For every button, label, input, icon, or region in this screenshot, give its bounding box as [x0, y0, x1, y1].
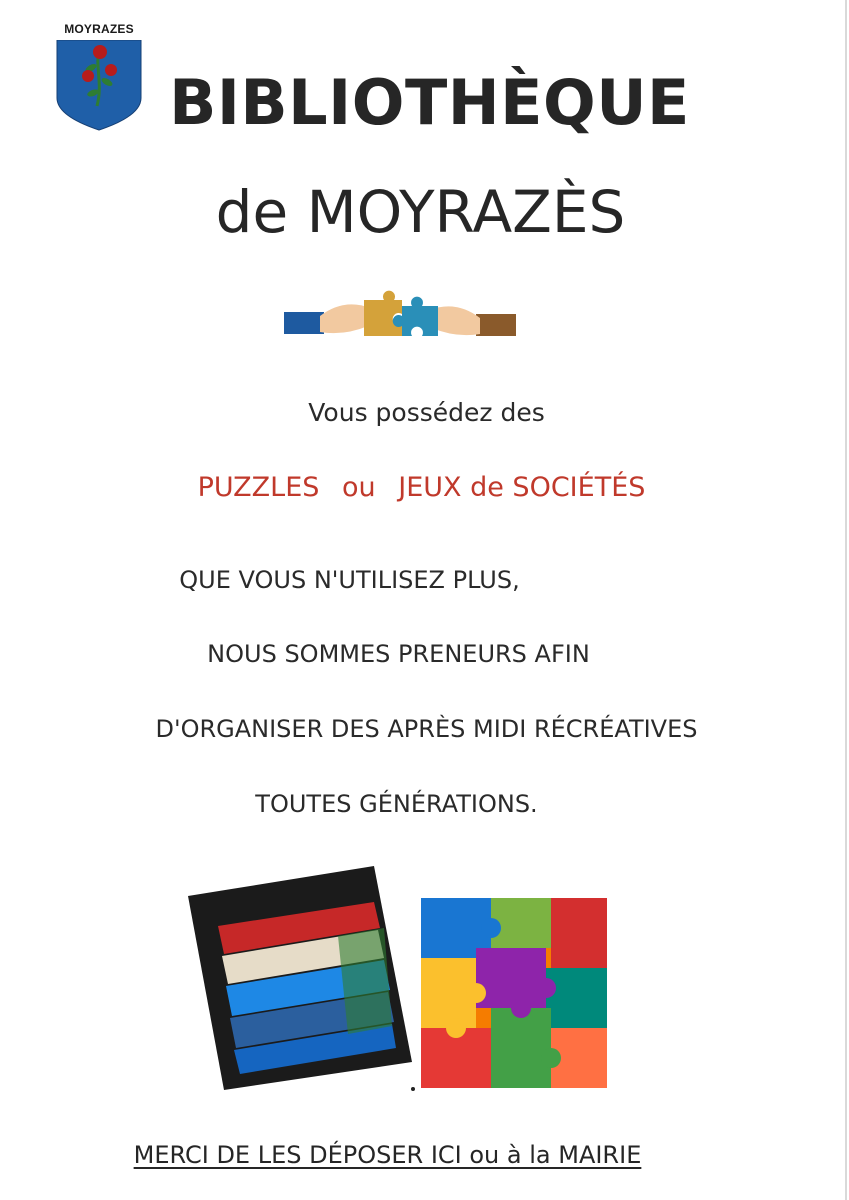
- hands-puzzle-icon: [284, 286, 516, 346]
- body-line-3: D'ORGANISER DES APRÈS MIDI RÉCRÉATIVES: [155, 715, 698, 743]
- intro-text: Vous possédez des: [308, 398, 545, 427]
- body-line-2: NOUS SOMMES PRENEURS AFIN: [207, 640, 590, 668]
- stray-dot: [411, 1087, 415, 1091]
- footer-notice: MERCI DE LES DÉPOSER ICI ou à la MAIRIE: [133, 1141, 642, 1169]
- page-edge: [845, 0, 847, 1200]
- board-games-photo: [188, 866, 412, 1090]
- body-line-4: TOUTES GÉNÉRATIONS.: [255, 790, 538, 818]
- crest-label: MOYRAZES: [64, 22, 134, 36]
- highlight-games: JEUX de SOCIÉTÉS: [398, 472, 646, 503]
- highlight-puzzles: PUZZLES: [197, 472, 320, 503]
- highlight-text: [0, 472, 846, 503]
- highlight-or: ou: [342, 472, 376, 503]
- page-title: BIBLIOTHÈQUE: [169, 66, 690, 139]
- puzzle-photo: [421, 898, 607, 1088]
- page-subtitle: de MOYRAZÈS: [215, 178, 626, 246]
- body-line-1: QUE VOUS N'UTILISEZ PLUS,: [179, 566, 520, 594]
